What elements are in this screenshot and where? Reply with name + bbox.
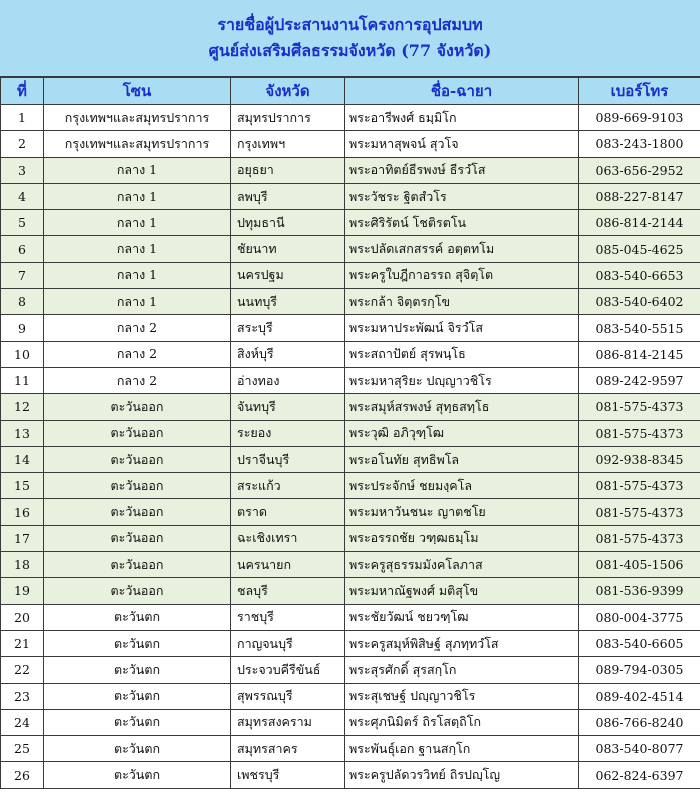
- province-cell: ปทุมธานี: [231, 210, 345, 236]
- province-cell: จันทบุรี: [231, 394, 345, 420]
- table-body: [1, 105, 700, 789]
- header-row: [1, 78, 700, 105]
- zone-cell: ตะวันออก: [44, 446, 231, 472]
- table-row: [1, 709, 700, 735]
- zone-cell: กลาง 1: [44, 157, 231, 183]
- row-number-cell: 2: [1, 131, 44, 157]
- table-row: [1, 367, 700, 393]
- monk-name-cell: พระอาทิตย์ธีรพงษ์ ธีรวํโส: [345, 157, 579, 183]
- row-number-cell: 12: [1, 394, 44, 420]
- monk-name-cell: พระมหาวันชนะ ญาตชโย: [345, 499, 579, 525]
- row-number-cell: 9: [1, 315, 44, 341]
- table-row: [1, 736, 700, 762]
- zone-cell: กลาง 1: [44, 262, 231, 288]
- coordinator-table: [0, 77, 700, 789]
- province-cell: เพชรบุรี: [231, 762, 345, 788]
- monk-name-cell: พระสถาปัตย์ สุรพนฺโธ: [345, 341, 579, 367]
- phone-cell: 063-656-2952: [579, 157, 700, 183]
- row-number-cell: 19: [1, 578, 44, 604]
- province-cell: สระแก้ว: [231, 473, 345, 499]
- phone-cell: 086-814-2144: [579, 210, 700, 236]
- table-row: [1, 525, 700, 551]
- province-cell: กาญจนบุรี: [231, 630, 345, 656]
- row-number-cell: 8: [1, 289, 44, 315]
- phone-cell: 081-575-4373: [579, 420, 700, 446]
- column-header-number: ที่: [1, 78, 44, 105]
- phone-cell: 083-540-6653: [579, 262, 700, 288]
- document-title: รายชื่อผู้ประสานงานโครงการอุปสมบท: [217, 15, 483, 34]
- zone-cell: ตะวันตก: [44, 709, 231, 735]
- province-cell: นครนายก: [231, 552, 345, 578]
- zone-cell: กลาง 2: [44, 367, 231, 393]
- phone-cell: 089-669-9103: [579, 105, 700, 131]
- province-cell: สระบุรี: [231, 315, 345, 341]
- province-cell: ประจวบคีรีขันธ์: [231, 657, 345, 683]
- phone-cell: 083-540-6402: [579, 289, 700, 315]
- zone-cell: ตะวันออก: [44, 394, 231, 420]
- province-cell: ตราด: [231, 499, 345, 525]
- column-header-phone: เบอร์โทร: [579, 78, 700, 105]
- column-header-name: ชื่อ-ฉายา: [345, 78, 579, 105]
- phone-cell: 089-242-9597: [579, 367, 700, 393]
- zone-cell: ตะวันออก: [44, 420, 231, 446]
- row-number-cell: 20: [1, 604, 44, 630]
- table-row: [1, 131, 700, 157]
- table-row: [1, 499, 700, 525]
- province-cell: สุพรรณบุรี: [231, 683, 345, 709]
- table-row: [1, 762, 700, 788]
- phone-cell: 088-227-8147: [579, 183, 700, 209]
- table-row: [1, 446, 700, 472]
- zone-cell: กรุงเทพฯและสมุทรปราการ: [44, 131, 231, 157]
- zone-cell: ตะวันตก: [44, 762, 231, 788]
- monk-name-cell: พระสุรศักดิ์ สุรสกฺโก: [345, 657, 579, 683]
- table-row: [1, 105, 700, 131]
- row-number-cell: 7: [1, 262, 44, 288]
- table-row: [1, 289, 700, 315]
- row-number-cell: 24: [1, 709, 44, 735]
- zone-cell: ตะวันออก: [44, 499, 231, 525]
- row-number-cell: 3: [1, 157, 44, 183]
- province-cell: สิงห์บุรี: [231, 341, 345, 367]
- monk-name-cell: พระอรรถชัย วฑฺฒธมฺโม: [345, 525, 579, 551]
- row-number-cell: 6: [1, 236, 44, 262]
- phone-cell: 080-004-3775: [579, 604, 700, 630]
- row-number-cell: 10: [1, 341, 44, 367]
- monk-name-cell: พระมหาสุพจน์ สุวโจ: [345, 131, 579, 157]
- zone-cell: กลาง 2: [44, 315, 231, 341]
- column-header-zone: โซน: [44, 78, 231, 105]
- monk-name-cell: พระครูสมุห์พิสิษฐ์ สุภทฺทวํโส: [345, 630, 579, 656]
- table-row: [1, 578, 700, 604]
- zone-cell: ตะวันออก: [44, 473, 231, 499]
- table-row: [1, 394, 700, 420]
- monk-name-cell: พระมหาประพัฒน์ จิรวํโส: [345, 315, 579, 341]
- province-cell: ชลบุรี: [231, 578, 345, 604]
- phone-cell: 089-402-4514: [579, 683, 700, 709]
- phone-cell: 083-243-1800: [579, 131, 700, 157]
- table-row: [1, 315, 700, 341]
- zone-cell: ตะวันออก: [44, 578, 231, 604]
- phone-cell: 086-814-2145: [579, 341, 700, 367]
- table-row: [1, 473, 700, 499]
- province-cell: สมุทรปราการ: [231, 105, 345, 131]
- row-number-cell: 5: [1, 210, 44, 236]
- zone-cell: กลาง 1: [44, 236, 231, 262]
- row-number-cell: 26: [1, 762, 44, 788]
- monk-name-cell: พระอโนทัย สุทธิพโล: [345, 446, 579, 472]
- row-number-cell: 25: [1, 736, 44, 762]
- row-number-cell: 14: [1, 446, 44, 472]
- table-row: [1, 341, 700, 367]
- phone-cell: 081-575-4373: [579, 394, 700, 420]
- phone-cell: 085-045-4625: [579, 236, 700, 262]
- row-number-cell: 13: [1, 420, 44, 446]
- row-number-cell: 17: [1, 525, 44, 551]
- phone-cell: 081-575-4373: [579, 525, 700, 551]
- phone-cell: 083-540-8077: [579, 736, 700, 762]
- monk-name-cell: พระมหาสุริยะ ปญฺญาวชิโร: [345, 367, 579, 393]
- phone-cell: 081-575-4373: [579, 499, 700, 525]
- row-number-cell: 23: [1, 683, 44, 709]
- zone-cell: กลาง 1: [44, 289, 231, 315]
- province-cell: อยุธยา: [231, 157, 345, 183]
- phone-cell: 089-794-0305: [579, 657, 700, 683]
- table-row: [1, 157, 700, 183]
- monk-name-cell: พระวุฒิ อภิวุฑฺโฒ: [345, 420, 579, 446]
- monk-name-cell: พระครูสุธรรมมังคโลภาส: [345, 552, 579, 578]
- monk-name-cell: พระวัชระ ฐิตสํวโร: [345, 183, 579, 209]
- monk-name-cell: พระพันธุ์เอก ฐานสกฺโก: [345, 736, 579, 762]
- zone-cell: ตะวันตก: [44, 604, 231, 630]
- document-subtitle: ศูนย์ส่งเสริมศีลธรรมจังหวัด (77 จังหวัด): [208, 41, 492, 60]
- phone-cell: 083-540-5515: [579, 315, 700, 341]
- table-row: [1, 604, 700, 630]
- province-cell: นครปฐม: [231, 262, 345, 288]
- table-row: [1, 236, 700, 262]
- phone-cell: 086-766-8240: [579, 709, 700, 735]
- monk-name-cell: พระสุเชษฐ์ ปญฺญาวชิโร: [345, 683, 579, 709]
- province-cell: ปราจีนบุรี: [231, 446, 345, 472]
- province-cell: กรุงเทพฯ: [231, 131, 345, 157]
- table-row: [1, 552, 700, 578]
- zone-cell: ตะวันตก: [44, 736, 231, 762]
- zone-cell: ตะวันตก: [44, 657, 231, 683]
- zone-cell: ตะวันตก: [44, 683, 231, 709]
- monk-name-cell: พระศิริรัตน์ โชติรตโน: [345, 210, 579, 236]
- zone-cell: กลาง 1: [44, 210, 231, 236]
- phone-cell: 092-938-8345: [579, 446, 700, 472]
- monk-name-cell: พระมหาณัฐพงศ์ มติสุโข: [345, 578, 579, 604]
- table-row: [1, 657, 700, 683]
- phone-cell: 081-575-4373: [579, 473, 700, 499]
- row-number-cell: 15: [1, 473, 44, 499]
- document-header: [0, 0, 700, 77]
- row-number-cell: 16: [1, 499, 44, 525]
- monk-name-cell: พระปลัดเสกสรรค์ อตฺตทโม: [345, 236, 579, 262]
- province-cell: อ่างทอง: [231, 367, 345, 393]
- province-cell: ระยอง: [231, 420, 345, 446]
- row-number-cell: 4: [1, 183, 44, 209]
- table-row: [1, 683, 700, 709]
- monk-name-cell: พระศุภนิมิตร์ ถิรโสตฺถิโก: [345, 709, 579, 735]
- province-cell: สมุทรสาคร: [231, 736, 345, 762]
- zone-cell: กรุงเทพฯและสมุทรปราการ: [44, 105, 231, 131]
- zone-cell: ตะวันออก: [44, 525, 231, 551]
- row-number-cell: 11: [1, 367, 44, 393]
- province-cell: ฉะเชิงเทรา: [231, 525, 345, 551]
- table-row: [1, 420, 700, 446]
- province-cell: ลพบุรี: [231, 183, 345, 209]
- zone-cell: กลาง 1: [44, 183, 231, 209]
- zone-cell: กลาง 2: [44, 341, 231, 367]
- table-row: [1, 262, 700, 288]
- monk-name-cell: พระชัยวัฒน์ ชยวฑฺโฒ: [345, 604, 579, 630]
- phone-cell: 081-536-9399: [579, 578, 700, 604]
- row-number-cell: 1: [1, 105, 44, 131]
- row-number-cell: 21: [1, 630, 44, 656]
- province-cell: นนทบุรี: [231, 289, 345, 315]
- monk-name-cell: พระประจักษ์ ชยมงฺคโล: [345, 473, 579, 499]
- row-number-cell: 18: [1, 552, 44, 578]
- monk-name-cell: พระครูใบฎีกาอรรถ สุจิตฺโต: [345, 262, 579, 288]
- province-cell: สมุทรสงคราม: [231, 709, 345, 735]
- monk-name-cell: พระกล้า จิตฺตรกฺโข: [345, 289, 579, 315]
- phone-cell: 081-405-1506: [579, 552, 700, 578]
- column-header-province: จังหวัด: [231, 78, 345, 105]
- monk-name-cell: พระครูปลัดวรวิทย์ ถิรปญฺโญ: [345, 762, 579, 788]
- monk-name-cell: พระอารีพงศ์ ธมฺมิโก: [345, 105, 579, 131]
- table-row: [1, 183, 700, 209]
- monk-name-cell: พระสมุห์สรพงษ์ สุทฺธสทฺโธ: [345, 394, 579, 420]
- table-header: [1, 78, 700, 105]
- zone-cell: ตะวันตก: [44, 630, 231, 656]
- row-number-cell: 22: [1, 657, 44, 683]
- phone-cell: 062-824-6397: [579, 762, 700, 788]
- phone-cell: 083-540-6605: [579, 630, 700, 656]
- table-row: [1, 630, 700, 656]
- province-cell: ชัยนาท: [231, 236, 345, 262]
- zone-cell: ตะวันออก: [44, 552, 231, 578]
- province-cell: ราชบุรี: [231, 604, 345, 630]
- table-row: [1, 210, 700, 236]
